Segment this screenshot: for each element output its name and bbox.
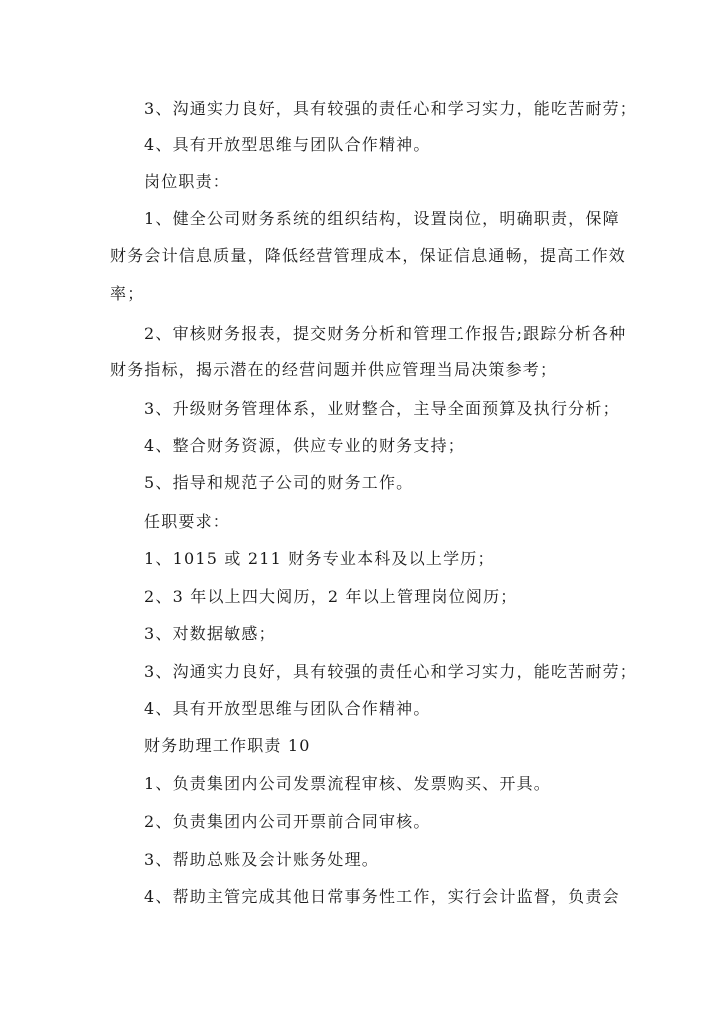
section-heading: 任职要求： xyxy=(144,512,231,531)
list-item: 1、1015 或 211 财务专业本科及以上学历； xyxy=(144,549,495,568)
list-item: 4、具有开放型思维与团队合作精神。 xyxy=(144,135,431,154)
list-item: 3、沟通实力良好，具有较强的责任心和学习实力，能吃苦耐劳； xyxy=(144,99,637,118)
list-item: 4、具有开放型思维与团队合作精神。 xyxy=(144,699,431,718)
section-heading: 财务助理工作职责 10 xyxy=(144,736,311,755)
list-item: 2、负责集团内公司开票前合同审核。 xyxy=(144,812,431,831)
paragraph-line: 财务会计信息质量，降低经营管理成本，保证信息通畅，提高工作效 xyxy=(110,246,627,265)
list-item: 5、指导和规范子公司的财务工作。 xyxy=(144,473,414,492)
paragraph-line: 财务指标，揭示潜在的经营问题并供应管理当局决策参考； xyxy=(110,360,558,379)
list-item: 4、帮助主管完成其他日常事务性工作，实行会计监督，负责会 xyxy=(144,887,620,906)
section-heading: 岗位职责： xyxy=(144,172,231,191)
list-item: 3、对数据敏感； xyxy=(144,624,276,643)
paragraph-line: 率； xyxy=(110,284,145,303)
list-item: 3、升级财务管理体系，业财整合，主导全面预算及执行分析； xyxy=(144,399,620,418)
list-item: 3、帮助总账及会计账务处理。 xyxy=(144,850,379,869)
paragraph-line: 1、健全公司财务系统的组织结构，设置岗位，明确职责，保障 xyxy=(144,209,620,228)
list-item: 3、沟通实力良好，具有较强的责任心和学习实力，能吃苦耐劳； xyxy=(144,662,637,681)
paragraph-line: 2、审核财务报表，提交财务分析和管理工作报告;跟踪分析各种 xyxy=(144,324,627,343)
list-item: 1、负责集团内公司发票流程审核、发票购买、开具。 xyxy=(144,774,551,793)
list-item: 2、3 年以上四大阅历，2 年以上管理岗位阅历； xyxy=(144,587,518,606)
list-item: 4、整合财务资源，供应专业的财务支持； xyxy=(144,436,465,455)
